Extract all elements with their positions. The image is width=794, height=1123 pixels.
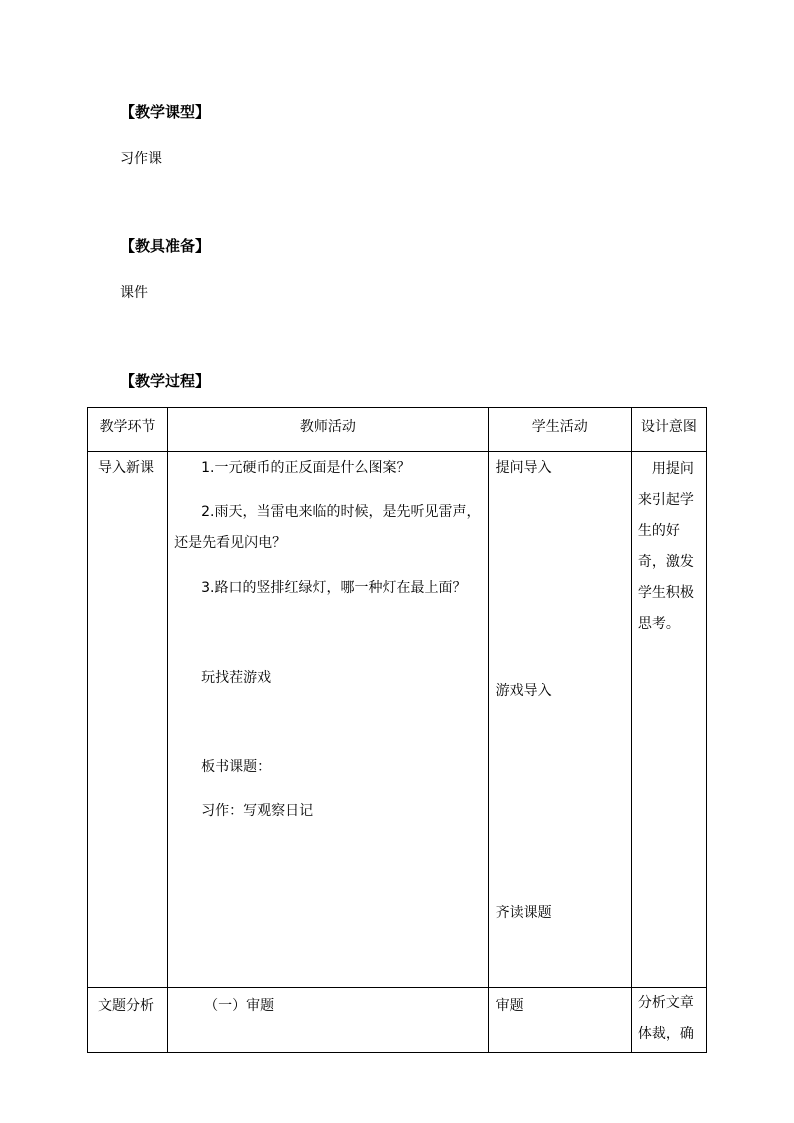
student-activity-2: 游戏导入 (495, 683, 552, 699)
teaching-tools-value: 课件 (120, 285, 148, 301)
stage-label: 文题分析 (98, 998, 154, 1014)
design-intent-cell (631, 452, 706, 988)
teaching-process-table (87, 407, 707, 1053)
teacher-activity-cell (168, 988, 489, 1053)
student-activity-cell (488, 988, 631, 1053)
teacher-board-title-label: 板书课题： (201, 759, 272, 775)
table-row (88, 988, 707, 1053)
teacher-board-title: 习作：写观察日记 (201, 803, 314, 819)
header-student-activity: 学生活动 (488, 408, 631, 452)
teacher-question-3: 3.路口的竖排红绿灯，哪一种灯在最上面？ (201, 580, 467, 596)
teacher-question-2a: 2.雨天，当雷电来临的时候，是先听见雷声， (201, 504, 481, 520)
stage-cell (88, 452, 168, 988)
student-activity-3: 齐读课题 (495, 905, 552, 921)
section-heading-teaching-process: 【教学过程】 (120, 372, 211, 390)
teacher-activity-cell (168, 452, 489, 988)
teacher-activity-text: （一）审题 (204, 998, 275, 1014)
teacher-game: 玩找茬游戏 (201, 670, 272, 686)
section-heading-course-type: 【教学课型】 (120, 103, 211, 121)
section-heading-teaching-tools: 【教具准备】 (120, 237, 211, 255)
stage-cell (88, 988, 168, 1053)
header-teacher-activity: 教师活动 (168, 408, 489, 452)
header-stage: 教学环节 (88, 408, 168, 452)
table-header-row (88, 408, 707, 452)
student-activity-text: 审题 (495, 998, 524, 1014)
teacher-question-2b: 还是先看见闪电？ (174, 535, 287, 551)
design-intent-text: 用提问来引起学生的好奇，激发学生积极思考。 (637, 461, 694, 632)
stage-label: 导入新课 (98, 460, 154, 476)
design-intent-cell (631, 988, 706, 1053)
student-activity-1: 提问导入 (495, 460, 552, 476)
teacher-question-1: 1.一元硬币的正反面是什么图案？ (201, 460, 411, 476)
student-activity-cell (488, 452, 631, 988)
design-intent-text: 分析文章体裁，确 (637, 995, 694, 1042)
course-type-value: 习作课 (120, 151, 162, 167)
table-row (88, 452, 707, 988)
header-design-intent: 设计意图 (631, 408, 706, 452)
